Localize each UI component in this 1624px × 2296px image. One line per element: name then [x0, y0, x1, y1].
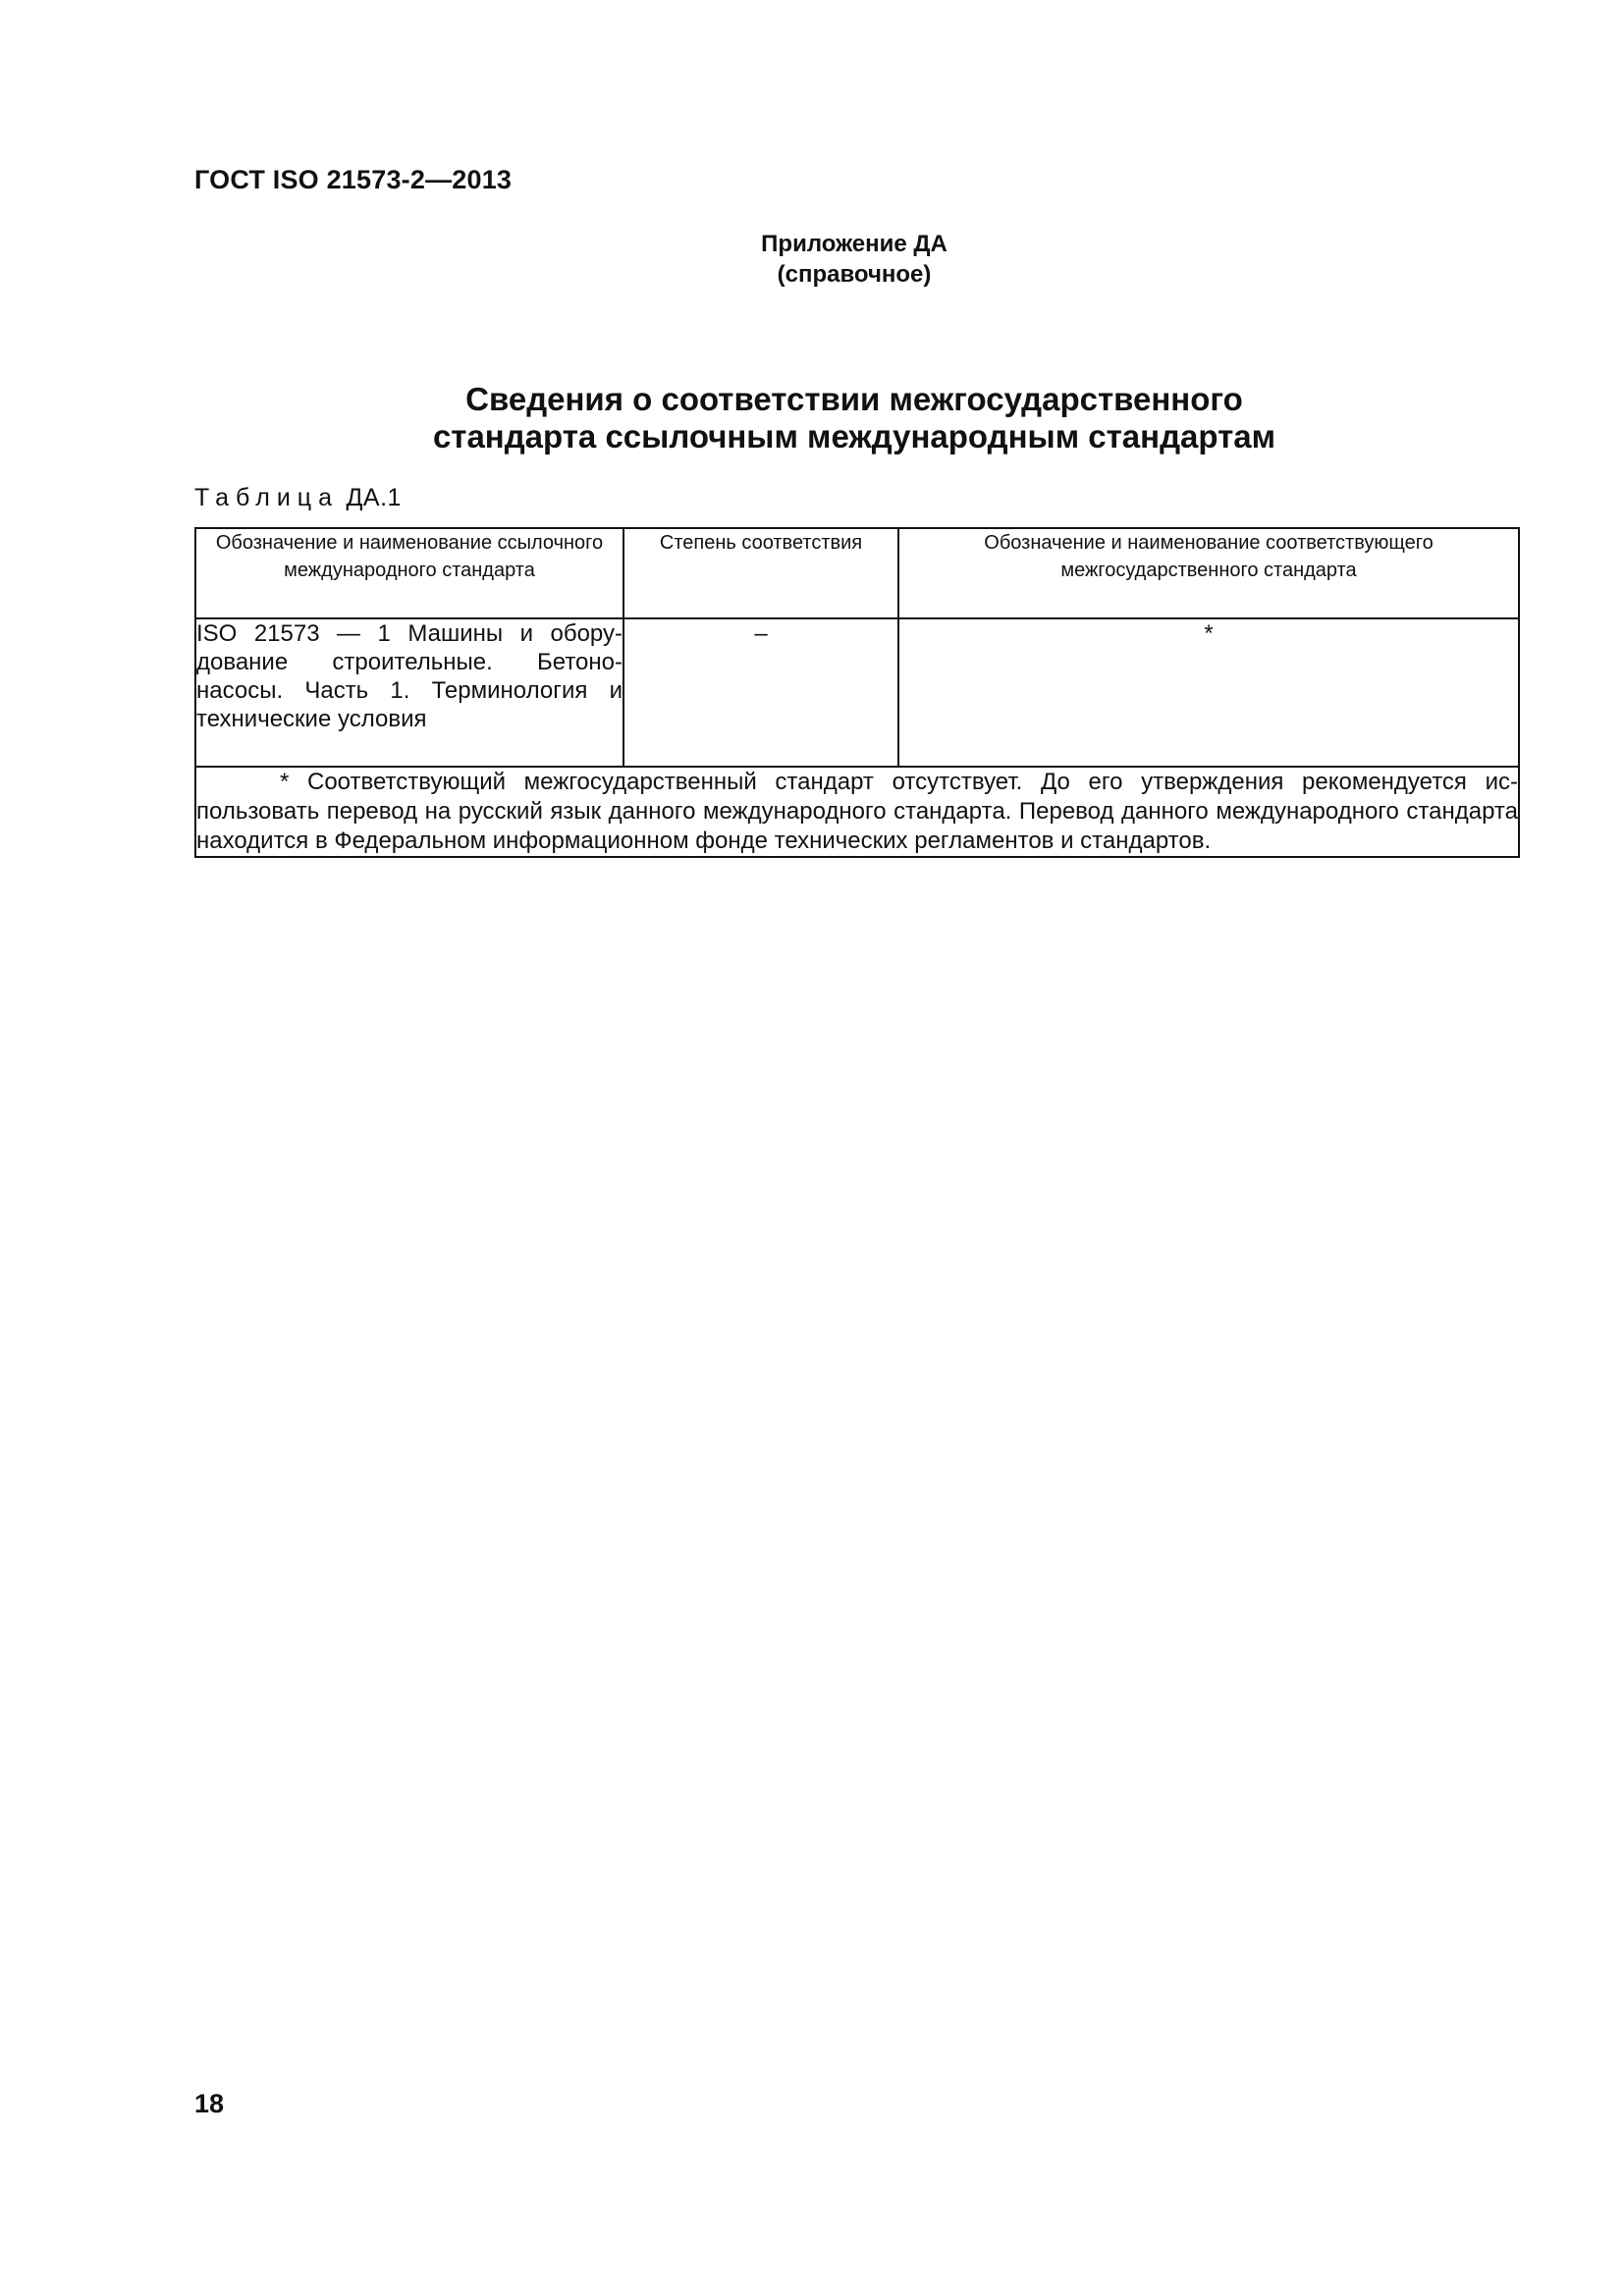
main-title-line-2: стандарта ссылочным международным стандартам	[432, 418, 1276, 454]
appendix-type: (справочное)	[777, 261, 932, 288]
main-title-line-1: Сведения о соответствии межгосударственного	[465, 381, 1243, 417]
table-caption-word: Таблица	[194, 484, 340, 511]
table-caption	[194, 484, 402, 512]
cell-degree: –	[623, 618, 898, 767]
table-footnote-row	[195, 767, 1519, 857]
table-header-row	[195, 528, 1519, 618]
main-title	[295, 381, 1414, 455]
document-code-header: ГОСТ ISO 21573-2—2013	[194, 165, 513, 194]
page-number: 18	[194, 2089, 225, 2118]
table-row	[195, 618, 1519, 767]
table-caption-number: ДА.1	[346, 484, 402, 511]
column-header-interstate-standard: Обозначение и наименование соответствующего межгосударственного стандарта	[898, 528, 1519, 618]
appendix-heading	[756, 229, 952, 290]
cell-reference-standard: ISO 21573 — 1 Машины и оборудование строительные. Бетононасосы. Часть 1. Терминология и технические условия	[195, 618, 623, 767]
cell-interstate-standard: *	[898, 618, 1519, 767]
appendix-title: Приложение ДА	[761, 231, 947, 257]
column-header-reference-standard: Обозначение и наименование ссылочного международного стандарта	[195, 528, 623, 618]
standards-correspondence-table	[194, 527, 1520, 858]
table-footnote: * Соответствующий межгосударственный стандарт отсутствует. До его утверждения рекомендуется использовать перевод на русский язык данного международного стандарта. Перевод данного международного стандарта находится в Федеральном информационном фонде технических регламентов и стандартов.	[195, 767, 1519, 857]
column-header-degree: Степень соответствия	[623, 528, 898, 618]
